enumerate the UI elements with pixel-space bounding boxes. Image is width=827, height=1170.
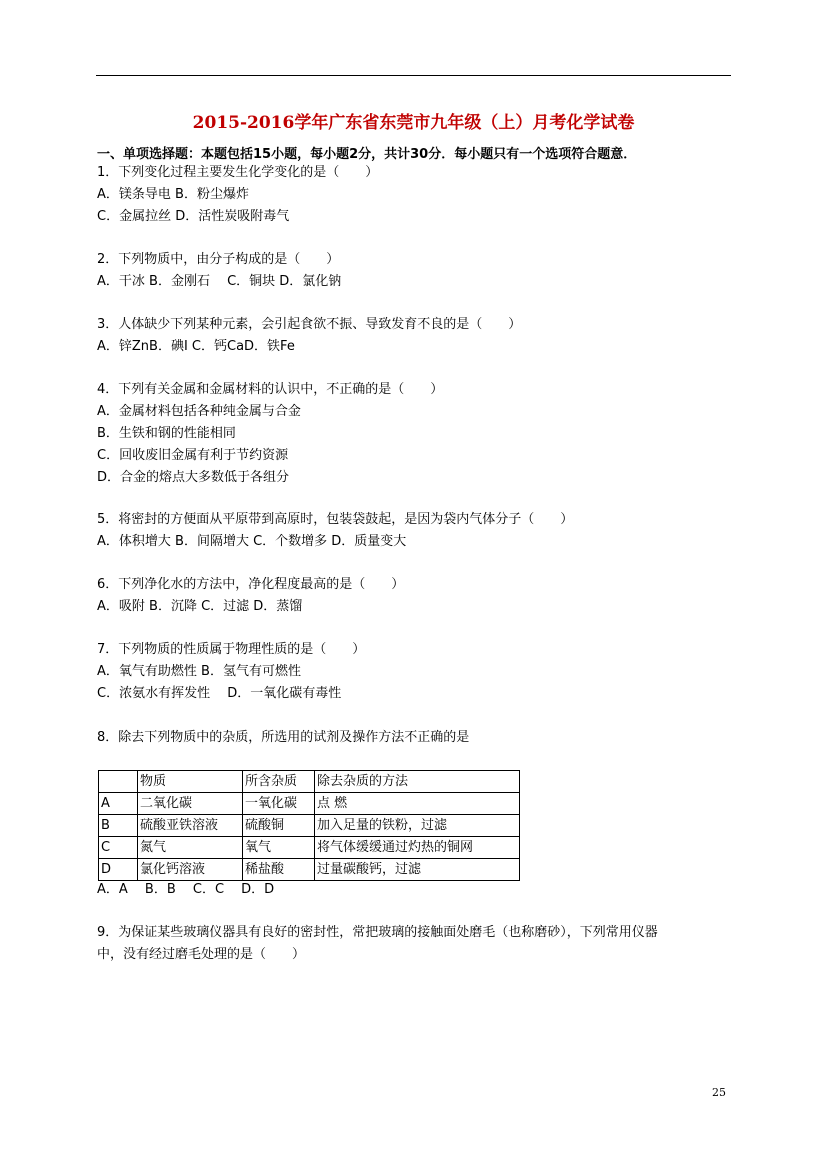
table-cell: A [99,793,138,815]
question-6-options: A．吸附 B．沉降 C．过滤 D．蒸馏 [97,599,303,614]
question-1: 1．下列变化过程主要发生化学变化的是（ ） [97,165,379,180]
table-header-cell [99,771,138,793]
question-4-option-b: B．生铁和钢的性能相同 [97,426,236,441]
section-heading: 一、单项选择题：本题包括15小题，每小题2分，共计30分．每小题只有一个选项符合题意． [97,147,637,162]
table-cell: 稀盐酸 [243,859,315,881]
question-8-options: A．A B．B C．C D．D [97,882,275,897]
question-4-option-d: D．合金的熔点大多数低于各组分 [97,470,290,485]
table-cell: 点 燃 [315,793,520,815]
page-number: 25 [712,1086,726,1099]
impurity-table [98,770,520,881]
question-7: 7．下列物质的性质属于物理性质的是（ ） [97,642,366,657]
question-9-continued: 中，没有经过磨毛处理的是（ ） [97,947,306,962]
table-header-cell: 所含杂质 [243,771,315,793]
table-cell: 氯化钙溶液 [138,859,243,881]
question-3: 3．人体缺少下列某种元素，会引起食欲不振、导致发育不良的是（ ） [97,317,522,332]
question-7-options-ab: A．氧气有助燃性 B．氢气有可燃性 [97,664,301,679]
question-4-option-c: C．回收废旧金属有利于节约资源 [97,448,289,463]
table-header-row [99,771,520,793]
header-rule [96,75,731,76]
table-cell: 氮气 [138,837,243,859]
question-8: 8．除去下列物质中的杂质，所选用的试剂及操作方法不正确的是 [97,730,470,745]
question-9: 9．为保证某些玻璃仪器具有良好的密封性，常把玻璃的接触面处磨毛（也称磨砂），下列常用仪器 [97,925,658,940]
exam-title: 2015-2016学年广东省东莞市九年级（上）月考化学试卷 [192,113,635,133]
table-header-cell: 除去杂质的方法 [315,771,520,793]
question-4-option-a: A．金属材料包括各种纯金属与合金 [97,404,301,419]
question-6: 6．下列净化水的方法中，净化程度最高的是（ ） [97,577,405,592]
table-cell: 氧气 [243,837,315,859]
question-4: 4．下列有关金属和金属材料的认识中，不正确的是（ ） [97,382,444,397]
table-header-cell: 物质 [138,771,243,793]
table-row [99,793,520,815]
table-cell: 硫酸亚铁溶液 [138,815,243,837]
question-5-options: A．体积增大 B．间隔增大 C．个数增多 D．质量变大 [97,534,407,549]
table-row [99,859,520,881]
table-cell: 一氧化碳 [243,793,315,815]
table-cell: C [99,837,138,859]
question-5: 5．将密封的方便面从平原带到高原时，包装袋鼓起，是因为袋内气体分子（ ） [97,512,574,527]
table-row [99,815,520,837]
table-cell: 加入足量的铁粉，过滤 [315,815,520,837]
table-cell: B [99,815,138,837]
question-2: 2．下列物质中，由分子构成的是（ ） [97,252,340,267]
question-7-options-cd: C．浓氨水有挥发性 D．一氧化碳有毒性 [97,686,342,701]
table-cell: 硫酸铜 [243,815,315,837]
table-cell: 二氧化碳 [138,793,243,815]
table-cell: 将气体缓缓通过灼热的铜网 [315,837,520,859]
table-cell: 过量碳酸钙，过滤 [315,859,520,881]
question-2-options: A．干冰 B．金刚石 C．铜块 D．氯化钠 [97,274,342,289]
question-3-options: A．锌ZnB．碘I C．钙CaD．铁Fe [97,339,295,354]
question-1-options-ab: A．镁条导电 B．粉尘爆炸 [97,187,249,202]
table-row [99,837,520,859]
table-cell: D [99,859,138,881]
question-1-options-cd: C．金属拉丝 D．活性炭吸附毒气 [97,209,290,224]
